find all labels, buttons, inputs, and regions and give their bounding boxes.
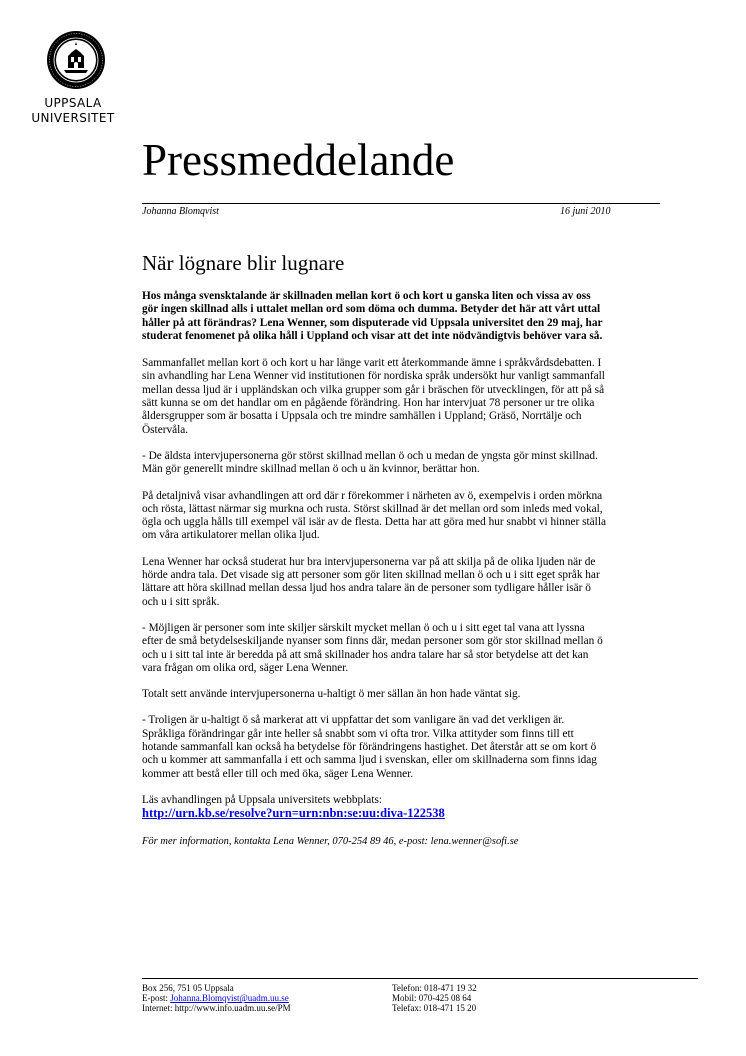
paragraph-line: sin avhandling har Lena Wenner vid institutionen för nordiska språk undersökt hur vanligt sammanfall [142, 370, 605, 383]
paragraph-line: och u i sitt tal inte är beredda på att små skillnader hos andra talare har så stor betydelse att det kan [142, 648, 589, 661]
paragraph [142, 556, 724, 609]
paragraph-line: Östervåla. [142, 423, 189, 436]
paragraph-line: om våra artikulatorer mellan olika ljud. [142, 529, 320, 542]
paragraph [142, 357, 724, 437]
paragraph-line: Språkliga förändringar går inte heller så snabbt som vi ofta tror. Vilka attityder som finns till ett [142, 727, 574, 740]
paragraph [142, 714, 724, 780]
paragraph [142, 450, 724, 477]
contact-info: För mer information, kontakta Lena Wenner, 070-254 89 46, e-post: lena.wenner@sofi.se [142, 835, 519, 847]
ingress-line: studerat fenomenet på olika håll i Uppland och visar att det inte nödvändigtvis behöver vara så. [142, 329, 603, 342]
article-headline: När lögnare blir lugnare [142, 251, 345, 275]
paragraph-line: kommer att bestå eller till och med öka, säger Lena Wenner. [142, 767, 414, 780]
footer-internet: Internet: http://www.info.uadm.uu.se/PM [142, 1003, 291, 1014]
footer-phone-column [392, 983, 477, 1014]
paragraph-line: Sammanfallet mellan kort ö och kort u har länge varit ett återkommande ämne i språkvårdsdebatten. I [142, 357, 602, 370]
paragraph-line: sätt kunna se om det handlar om en pågående förändring. Hon har intervjuat 78 personer ur tre olika [142, 397, 595, 410]
footer-rule [142, 978, 698, 979]
footer-email-link[interactable]: Johanna.Blomqvist@uadm.uu.se [170, 993, 289, 1004]
uppsala-university-seal-icon [46, 30, 106, 90]
paragraph-line: och u i sitt språk. [142, 595, 220, 608]
footer-fax: Telefax: 018-471 15 20 [392, 1003, 477, 1014]
paragraph-line: På detaljnivå visar avhandlingen att ord där r förekommer i närheten av ö, exempelvis i orden mörkna [142, 489, 603, 502]
read-more-label: Läs avhandlingen på Uppsala universitets webbplats: [142, 793, 382, 806]
paragraph-line: och rösta, lättast närmar sig murkna och rusta. Störst skillnad är det mellan ord som inleds med vokal, [142, 502, 603, 515]
paragraph [142, 490, 724, 543]
ingress-line: Hos många svensktalande är skillnaden mellan kort ö och kort u ganska liten och vissa av oss [142, 290, 591, 302]
paragraph-line: hörde andra tala. Det visade sig att personer som gör liten skillnad mellan ö och u i sitt eget språk har [142, 569, 600, 582]
paragraph-line: mellan dessa ljud är i uppländskan och vilka grupper som går i bräschen för utvecklingen, för att på så [142, 383, 605, 396]
paragraph-line: - De äldsta intervjupersonerna gör störst skillnad mellan ö och u medan de yngsta gör minst skillnad. [142, 449, 598, 462]
article-body [142, 290, 724, 861]
paragraph-line: Män gör generellt mindre skillnad mellan ö och u än kvinnor, berättar hon. [142, 463, 480, 476]
article-ingress [142, 290, 724, 343]
paragraph-line: hotande sammanfall kan också ha betydelse för förändringens hastighet. Det återstår att se om kort ö [142, 741, 597, 754]
footer-mobile: Mobil: 070-425 08 64 [392, 993, 472, 1004]
footer-email-label: E-post: [142, 993, 171, 1004]
header-rule [142, 203, 660, 204]
paragraph-line: Lena Wenner har också studerat hur bra intervjupersonerna var på att skilja på de olika ljuden när de [142, 555, 596, 568]
paragraph-line: - Troligen är u-haltigt ö så markerat att vi uppfattar det som vanligare än vad det verkligen är. [142, 714, 565, 727]
paragraph [142, 622, 724, 675]
paragraph-line: Totalt sett använde intervjupersonerna u-haltigt ö mer sällan än hon hade väntat sig. [142, 688, 521, 701]
paragraph-line: och u kommer att sammanfalla i ett och samma ljud i svenskan, eller om skillnaderna som finns idag [142, 754, 597, 767]
paragraph-line: lättare att höra skillnad mellan dessa ljud hos andra talare än de personer som tydligare håller isär ö [142, 582, 591, 595]
university-name [0, 96, 146, 126]
footer-phone: Telefon: 018-471 19 32 [392, 983, 477, 993]
footer-address: Box 256, 751 05 Uppsala [142, 983, 234, 993]
ingress-line: håller på att förändras? Lena Wenner, som disputerade vid Uppsala universitet den 29 maj, har [142, 316, 603, 329]
paragraph-line: ögla och uggla hålls till exempel väl isär av de flesta. Detta har att göra med hur snabbt vi hinner ställa [142, 516, 606, 529]
document-title: Pressmeddelande [142, 135, 455, 185]
paragraph [142, 688, 724, 701]
paragraph-line: vara frågan om olika ord, säger Lena Wenner. [142, 661, 349, 674]
author-name: Johanna Blomqvist [142, 206, 219, 217]
footer-address-column [142, 983, 291, 1014]
publish-date: 16 juni 2010 [560, 206, 611, 217]
paragraph-line: efter de små betydelseskiljande nyanser som finns där, medan personer som gör stor skillnad mellan ö [142, 635, 603, 648]
university-name-line1: UPPSALA [44, 96, 102, 110]
thesis-link[interactable]: http://urn.kb.se/resolve?urn=urn:nbn:se:uu:diva-122538 [142, 806, 445, 821]
university-name-line2: UNIVERSITET [31, 111, 115, 125]
read-more [142, 794, 724, 822]
byline [142, 206, 624, 218]
paragraph-line: - Möjligen är personer som inte skiljer särskilt mycket mellan ö och u i sitt eget tal vana att lyssna [142, 621, 585, 634]
paragraph-line: åldersgrupper som är bosatta i Uppsala och tre mindre samhällen i Uppland; Gräsö, Norrtälje och [142, 410, 582, 423]
ingress-line: gör ingen skillnad alls i uttalet mellan ord som döma och dumma. Betyder det här att vårt uttal [142, 303, 601, 316]
